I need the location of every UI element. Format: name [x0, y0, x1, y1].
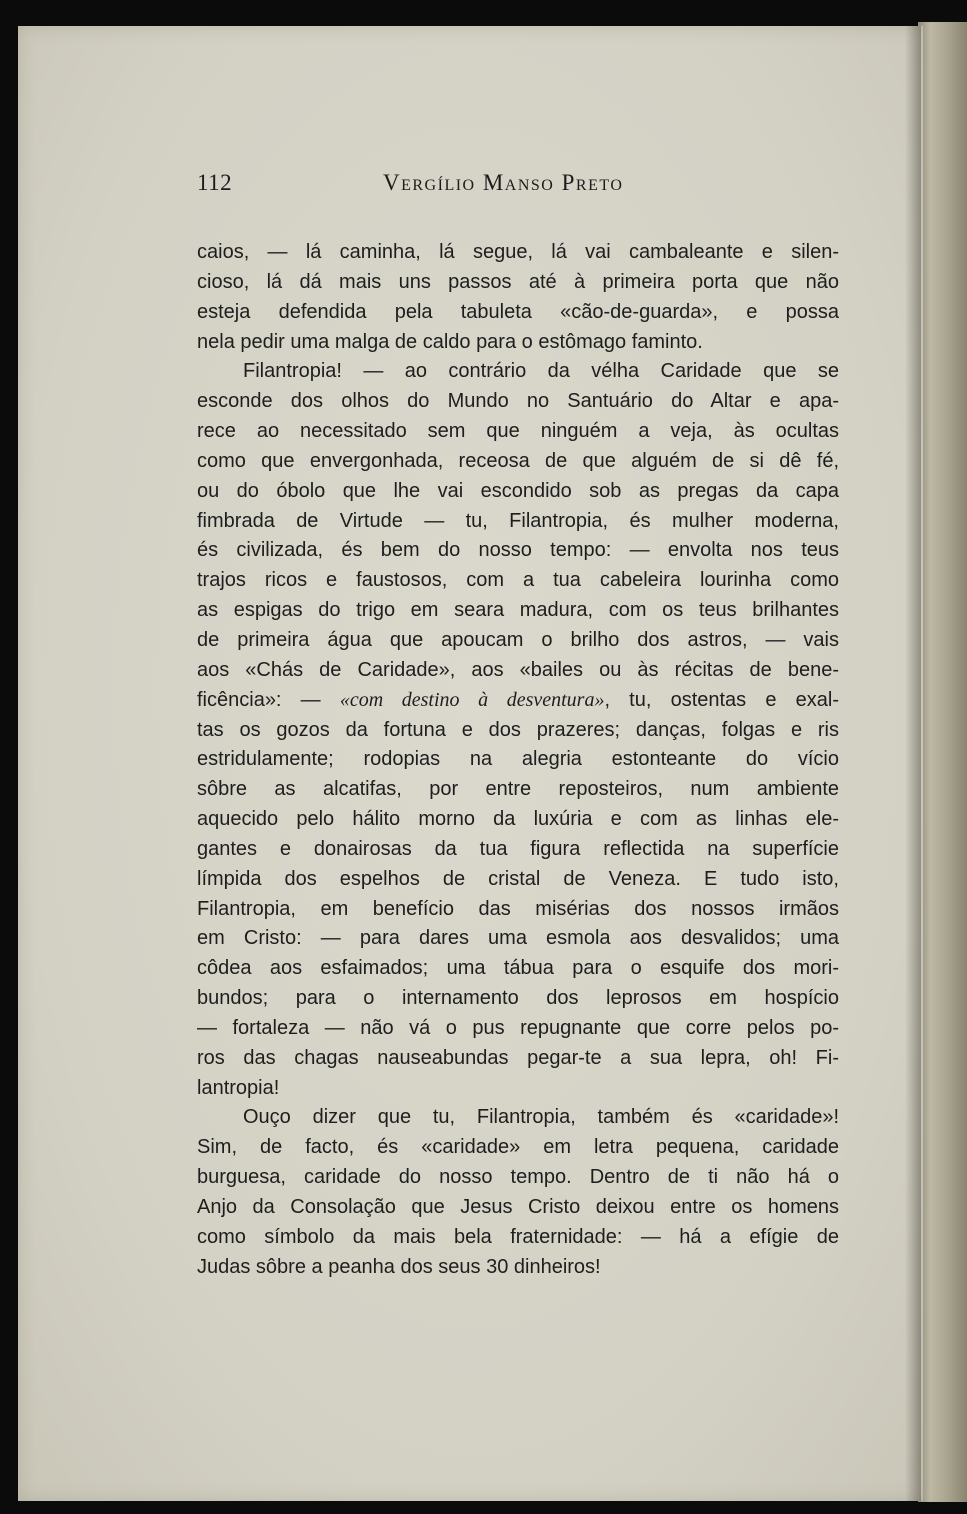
text-line: burguesa, caridade do nosso tempo. Dentro de ti não há o: [197, 1166, 839, 1189]
text-line: em Cristo: — para dares uma esmola aos desvalidos; uma: [197, 927, 839, 950]
text-line: como símbolo da mais bela fraternidade: — há a efígie de: [197, 1225, 839, 1248]
page-number: 112: [197, 170, 233, 195]
text-line: gantes e donairosas da tua figura reflectida na superfície: [197, 837, 839, 860]
running-head: Vergílio Manso Preto: [383, 170, 624, 195]
next-page-edge: [918, 22, 967, 1502]
text-line: as espigas do trigo em seara madura, com os teus brilhantes: [197, 599, 839, 622]
text-line: fimbrada de Virtude — tu, Filantropia, és mulher moderna,: [197, 509, 839, 532]
text-line: Filantropia! — ao contrário da vélha Caridade que se: [243, 360, 839, 383]
text-line: ros das chagas nauseabundas pegar-te a sua lepra, oh! Fi-: [197, 1046, 839, 1069]
text-line: trajos ricos e faustosos, com a tua cabeleira lourinha como: [197, 569, 839, 592]
text-line: tas os gozos da fortuna e dos prazeres; danças, folgas e ris: [197, 718, 839, 741]
text-line: nela pedir uma malga de caldo para o estômago faminto.: [197, 330, 703, 353]
text-line: rece ao necessitado sem que ninguém a veja, às ocultas: [197, 420, 839, 443]
text-line: caios, — lá caminha, lá segue, lá vai cambaleante e silen-: [197, 241, 839, 263]
text-line: ou do óbolo que lhe vai escondido sob as pregas da capa: [197, 479, 839, 502]
text-line: de primeira água que apoucam o brilho dos astros, — vais: [197, 628, 839, 651]
text-line: aquecido pelo hálito morno da luxúria e com as linhas ele-: [197, 808, 839, 831]
text-line: sôbre as alcatifas, por entre reposteiros, num ambiente: [197, 778, 839, 801]
text-line: Filantropia, em benefício das misérias dos nossos irmãos: [197, 897, 839, 920]
text-line: Anjo da Consolação que Jesus Cristo deixou entre os homens: [197, 1196, 839, 1218]
text-line: Sim, de facto, és «caridade» em letra pequena, caridade: [197, 1136, 839, 1159]
text-line: és civilizada, és bem do nosso tempo: — envolta nos teus: [197, 539, 839, 562]
text-line: Ouço dizer que tu, Filantropia, também és «caridade»!: [243, 1106, 839, 1129]
text-line: aos «Chás de Caridade», aos «bailes ou às récitas de bene-: [197, 658, 839, 681]
body-text: [197, 238, 839, 1283]
text-line: límpida dos espelhos de cristal de Veneza. E tudo isto,: [197, 867, 839, 890]
text-line: bundos; para o internamento dos leprosos em hospício: [197, 987, 839, 1010]
text-line: como que envergonhada, receosa de que alguém de si dê fé,: [197, 449, 839, 472]
text-line: estridulamente; rodopias na alegria estonteante do vício: [197, 748, 839, 771]
text-line: esteja defendida pela tabuleta «cão-de-guarda», e possa: [197, 300, 839, 323]
line-16-after: , tu, ostentas e exal-: [604, 688, 839, 711]
text-line: lantropia!: [197, 1076, 280, 1099]
text-line: Judas sôbre a peanha dos seus 30 dinheiros!: [197, 1255, 601, 1278]
text-line-with-italic: [197, 686, 839, 716]
text-line: — fortaleza — não vá o pus repugnante que corre pelos po-: [197, 1016, 839, 1039]
text-line: cioso, lá dá mais uns passos até à primeira porta que não: [197, 270, 839, 293]
page-header: [197, 170, 657, 200]
text-line: côdea aos esfaimados; uma tábua para o esquife dos mori-: [197, 957, 839, 980]
gutter-shadow: [905, 26, 921, 1501]
italic-phrase: «com destino à desventura»: [339, 688, 605, 711]
text-line: esconde dos olhos do Mundo no Santuário do Altar e apa-: [197, 390, 839, 413]
line-16-before: ficência»: —: [197, 688, 340, 711]
